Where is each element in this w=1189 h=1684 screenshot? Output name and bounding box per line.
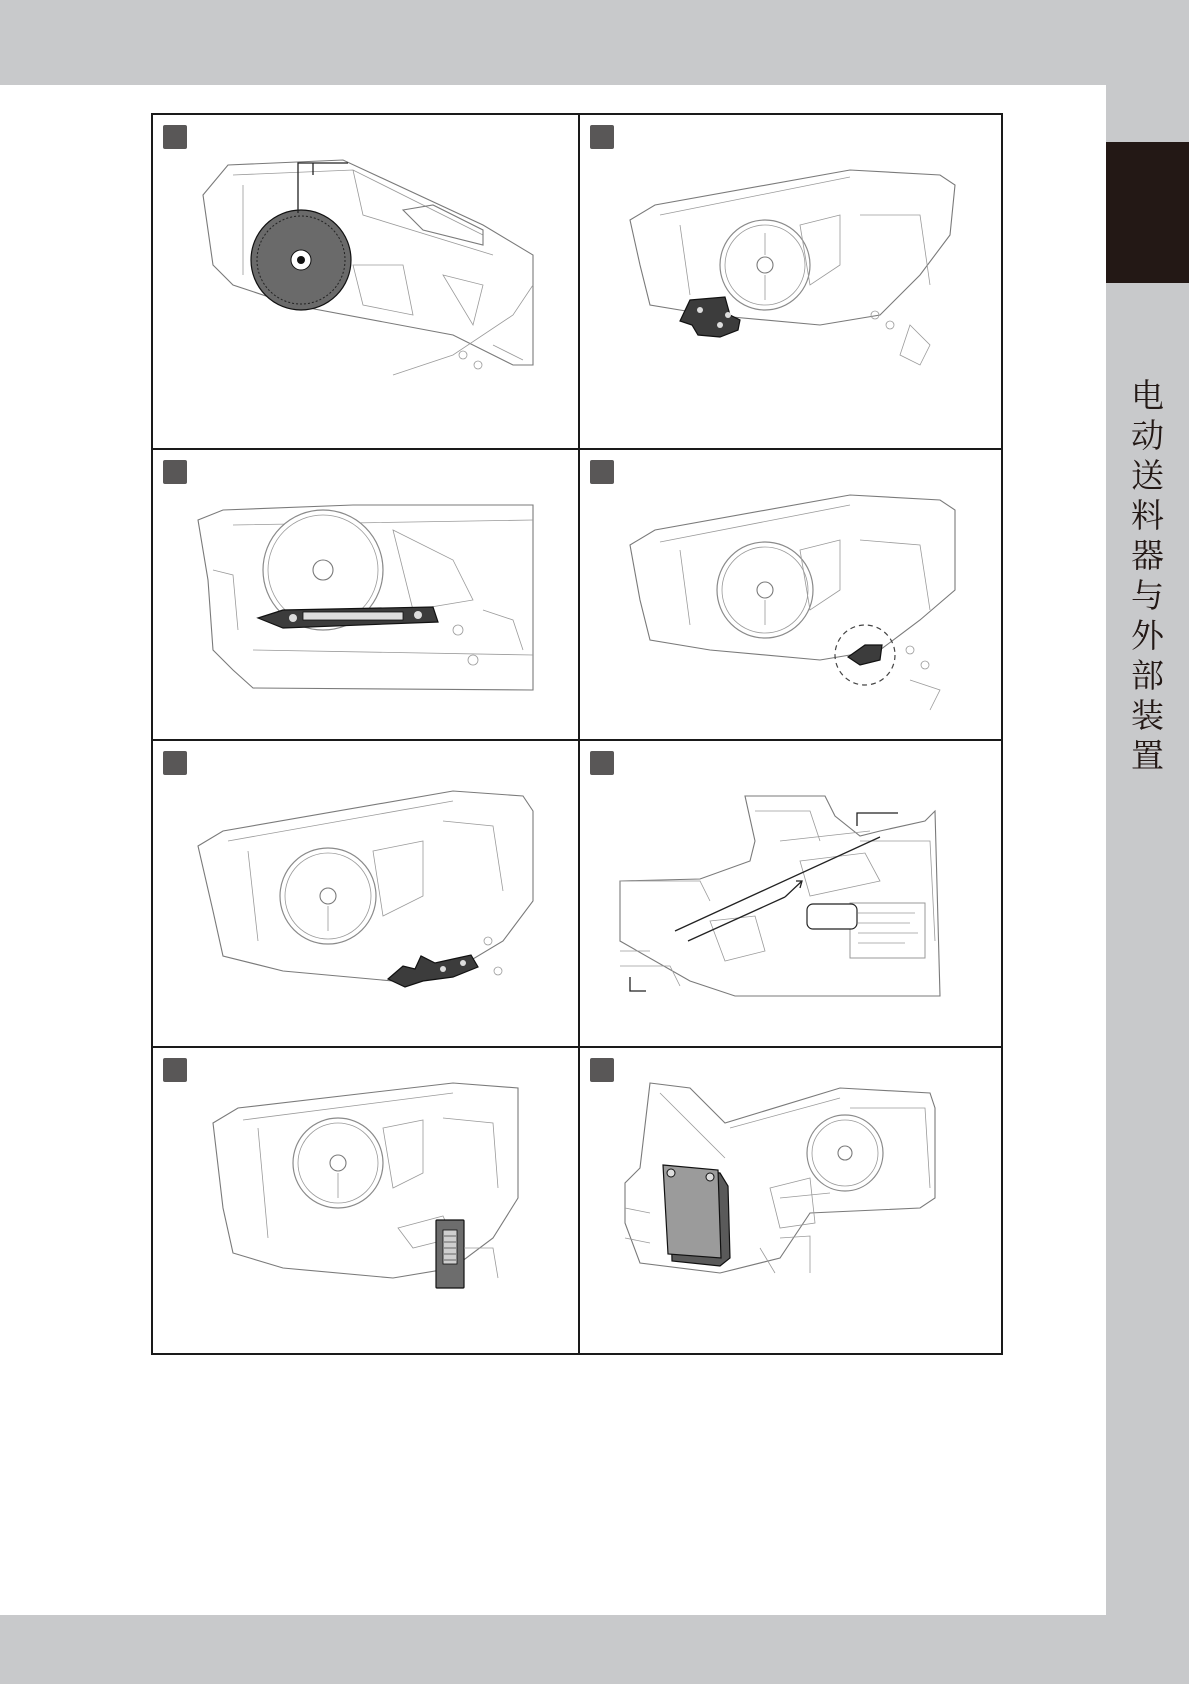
section-title [1106, 376, 1189, 776]
panel-4 [580, 450, 1001, 739]
panel-6 [580, 741, 1001, 1046]
feeder-bracket-illustration [580, 115, 1001, 448]
feeder-cover-illustration [580, 1048, 1001, 1353]
feeder-lever-illustration [580, 450, 1001, 739]
feeder-label-illustration [580, 741, 1001, 1046]
panel-5 [153, 741, 578, 1046]
panel-3 [153, 450, 578, 739]
panel-1 [153, 115, 578, 448]
side-strip [1106, 85, 1189, 1615]
bottom-band [0, 1615, 1189, 1684]
top-band [0, 0, 1189, 85]
panel-2 [580, 115, 1001, 448]
feeder-clamp-illustration [153, 741, 578, 1046]
instruction-grid [151, 113, 1003, 1355]
section-title-text: 电动送料器与外部装置 [1131, 376, 1164, 775]
feeder-connector-illustration [153, 1048, 578, 1353]
feeder-bar-illustration [153, 450, 578, 739]
feeder-gear-illustration [153, 115, 578, 448]
panel-7 [153, 1048, 578, 1353]
panel-8 [580, 1048, 1001, 1353]
section-tab[interactable] [1106, 142, 1189, 283]
